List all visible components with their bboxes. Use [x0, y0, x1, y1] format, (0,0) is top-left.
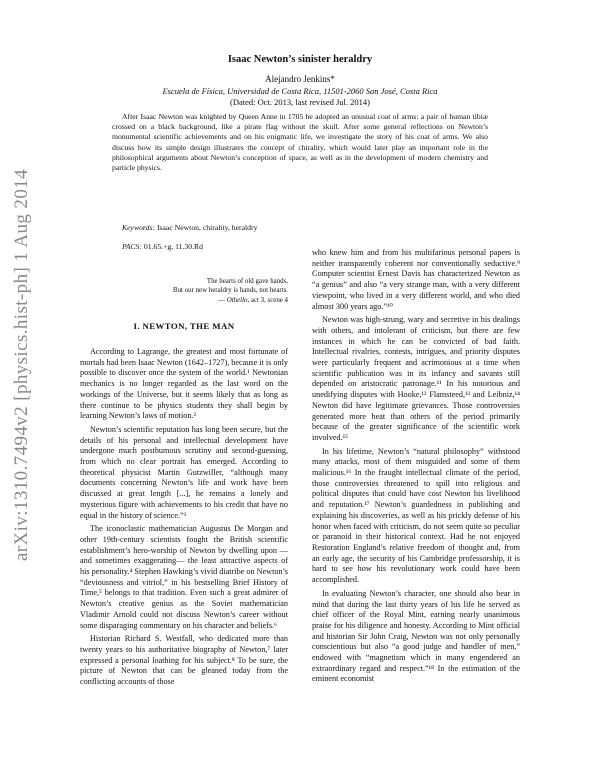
paragraph: In his lifetime, Newton’s “natural philosophy” withstood many attacks, most of them misguided and some of them malicious.¹⁶ In the fraught intellectual climate of the period, those controversies threatened to spill into religious and political disputes that could have cost Newton his livelihood and reputation.¹⁷ Newton’s guardedness in publishing and explaining his discoveries, as well as his prickly defense of his honor when faced with criticism, do not seem quite so peculiar or paranoid in their historical context. Had he not enjoyed Restoration England’s relative freedom of thought and, from an early age, the security of his Cambridge professorship, it is hard to see how his revolutionary work could have been accomplished. — [312, 446, 520, 585]
paper-title: Isaac Newton’s sinister heraldry — [227, 54, 373, 65]
keywords-label: Keywords: — [122, 223, 156, 232]
epigraph-dash: — — [218, 296, 226, 304]
paragraph: In evaluating Newton’s character, one should also bear in mind that during the last thirty years of his life he served as chief officer of the Royal Mint, earning nearly unanimous praise for his diligence and honesty. According to Mint official and historian Sir John Craig, Newton was not only personally conscientious but also “a good judge and handler of men,” endowed with “magnetism which in many engendered an extraordinary regard and respect.”¹⁸ In the estimation of the eminent economist — [312, 588, 520, 684]
arxiv-stamp — [2, 150, 42, 580]
left-column — [80, 347, 288, 691]
paragraph: The iconoclastic mathematician Augustus De Morgan and other 19th-century scientists fought the British scientific establishment’s hero-worship of Newton by dwelling upon —and sometimes exaggerating— the least attractive aspects of his personality.⁴ Stephen Hawking’s vivid diatribe on Newton’s “deviousness and vitriol,” in his bestselling Brief History of Time,⁵ belongs to that tradition. Even such a great admirer of Newton’s creative genius as the Soviet mathematician Vladimir Arnold could not discuss Newton’s career without some disparaging commentary on his character and beliefs.⁶ — [80, 524, 288, 630]
dates: (Dated: Oct. 2013, last revised Jul. 2014) — [230, 97, 370, 107]
pacs-label: PACS: — [122, 242, 142, 251]
arxiv-id[interactable]: arXiv:1310.7494v2 [physics.hist-ph] 1 Aug 2014 — [11, 168, 32, 562]
epigraph-location: , act 3, scene 4 — [247, 296, 288, 304]
keywords — [122, 223, 257, 232]
right-column — [312, 248, 520, 688]
paragraph: Newton was high-strung, wary and secretive in his dealings with others, and intolerant of criticism, but there are few instances in which he can be convicted of bad faith. Intellectual rivalries, contests, intrigues, and priority disputes were particularly frequent and acrimonious at a time when scientific publication was in its infancy and savants still depended on aristocratic patronage.¹¹ In his notorious and unedifying disputes with Hooke,¹² Flamsteed,¹³ and Leibniz,¹⁴ Newton did have legitimate grievances. Those controversies generated more heat than others of the period primarily because of the greater significance of the scientific work involved.¹⁵ — [312, 315, 520, 442]
epigraph-line-1: The hearts of old gave hands, — [206, 278, 288, 285]
section-heading: I. NEWTON, THE MAN — [133, 321, 235, 331]
paragraph: Historian Richard S. Westfall, who dedicated more than twenty years to his authoritative biography of Newton,⁷ later expressed a personal loathing for his subject.⁸ To be sure, the picture of Newton that can be gleaned today from the conflicting accounts of those — [80, 634, 288, 687]
epigraph — [120, 277, 288, 305]
paragraph: According to Lagrange, the greatest and most fortunate of mortals had been Isaac Newton (1642–1727), because it is only possible to discover once the system of the world.¹ Newtonian mechanics is no longer regarded as the last word on the workings of the Universe, but it seems likely that as long as there continue to be physics students they shall begin by learning Newton’s laws of motion.² — [80, 347, 288, 421]
epigraph-line-2: But our new heraldry is hands, not hearts. — [172, 287, 288, 295]
author: Alejandro Jenkins* — [265, 74, 335, 84]
paragraph: who knew him and from his multifarious personal papers is neither transparently coherent nor conventionally seductive.⁹ Computer scientist Ernest Davis has characterized Newton as “a genius” and also “a very strange man, with a very different viewpoint, who lived in a very different world, and who died almost 300 years ago.”¹⁰ — [312, 248, 520, 311]
abstract: After Isaac Newton was knighted by Queen Anne in 1705 he adopted an unusual coat of arms: a pair of human tibiæ crossed on a black background, like a pirate flag without the skull. After some general reflections on Newton’s monumental scientific achievements and on his enigmatic life, we investigate the story of his coat of arms. We also discuss how its simple design illustrates the concept of chirality, which would later play an important role in the philosophical arguments about Newton’s conception of space, as well as in the development of modern chemistry and particle physics. — [112, 112, 488, 173]
paragraph: Newton’s scientific reputation has long been secure, but the details of his personal and intellectual development have undergone much posthumous scrutiny and second-guessing, from which no clear portrait has emerged. According to theoretical physicist Martin Gutzwiller, “although many documents concerning Newton’s life and work have been discussed at great length [...], he remains a lonely and mysterious figure with achievements to his credit that have no equal in the history of science.”³ — [80, 424, 288, 520]
epigraph-work: Othello — [226, 296, 248, 304]
keywords-text: Isaac Newton, chirality, heraldry — [156, 223, 258, 232]
affiliation: Escuela de Física, Universidad de Costa Rica, 11501-2060 San José, Costa Rica — [162, 86, 438, 96]
epigraph-source — [120, 296, 288, 305]
pacs-codes: 01.65.+g, 11.30.Rd — [143, 242, 204, 251]
pacs — [122, 242, 203, 251]
